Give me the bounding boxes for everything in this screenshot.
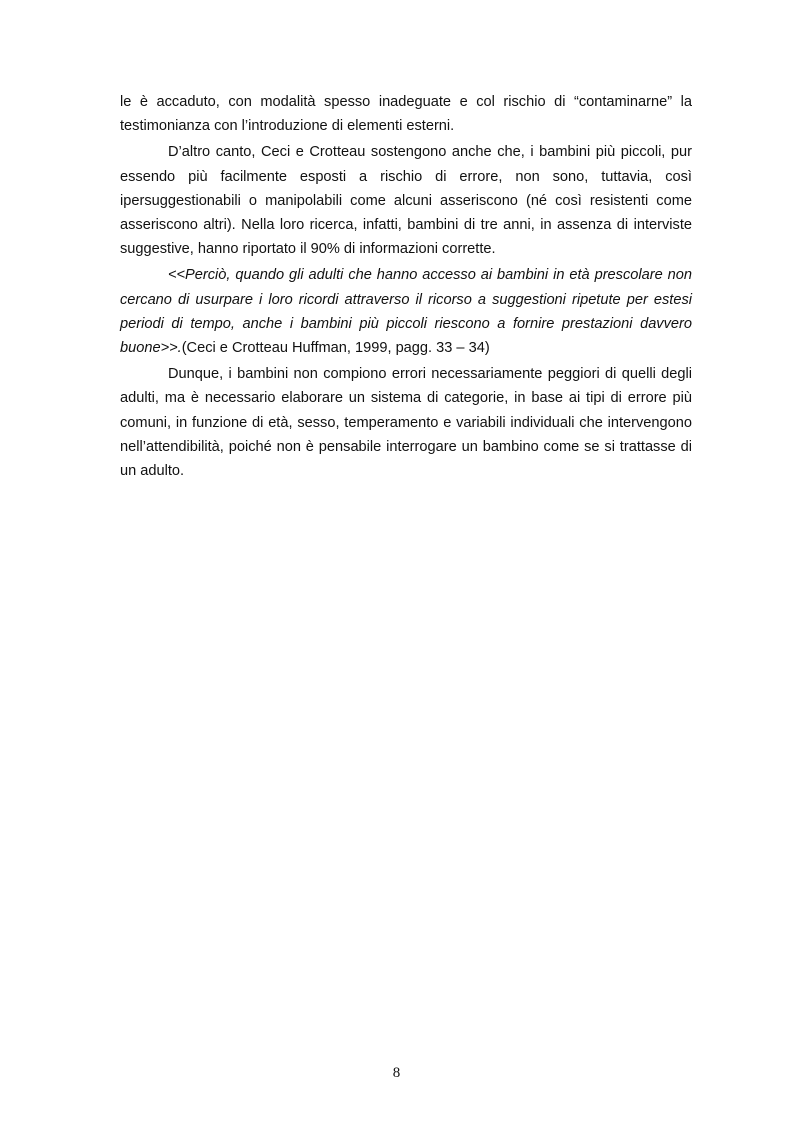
paragraph-continuation: le è accaduto, con modalità spesso inadeguate e col rischio di “contaminarne” la testimonianza con l’introduzione di elementi esterni. [120, 94, 692, 135]
paragraph-conclusion: Dunque, i bambini non compiono errori necessariamente peggiori di quelli degli adulti, ma è necessario elaborare un sistema di categorie, in base ai tipi di errore più comuni, in funzione di età, sesso, temperamento e variabili individuali che intervengono nell’attendibilità, poiché non è pensabile interrogare un bambino come se si trattasse di un adulto. [120, 366, 692, 480]
block-quote [120, 263, 692, 360]
page-number: 8 [392, 1065, 401, 1081]
quote-citation: (Ceci e Crotteau Huffman, 1999, pagg. 33 – 34) [181, 340, 490, 357]
page-body [120, 90, 692, 485]
paragraph-ceci-crotteau: D’altro canto, Ceci e Crotteau sostengono anche che, i bambini più piccoli, pur essendo più facilmente esposti a rischio di errore, non sono, tuttavia, così ipersuggestionabili o manipolabili come alcuni asseriscono (né così resistenti come asseriscono altri). Nella loro ricerca, infatti, bambini di tre anni, in assenza di interviste suggestive, hanno riportato il 90% di informazioni corrette. [120, 144, 692, 258]
quote-text: <<Perciò, quando gli adulti che hanno accesso ai bambini in età prescolare non cercano di usurpare i loro ricordi attraverso il ricorso a suggestioni ripetute per estesi periodi di tempo, anche i bambini più piccoli riescono a fornire prestazioni davvero buone>>. [120, 267, 692, 357]
